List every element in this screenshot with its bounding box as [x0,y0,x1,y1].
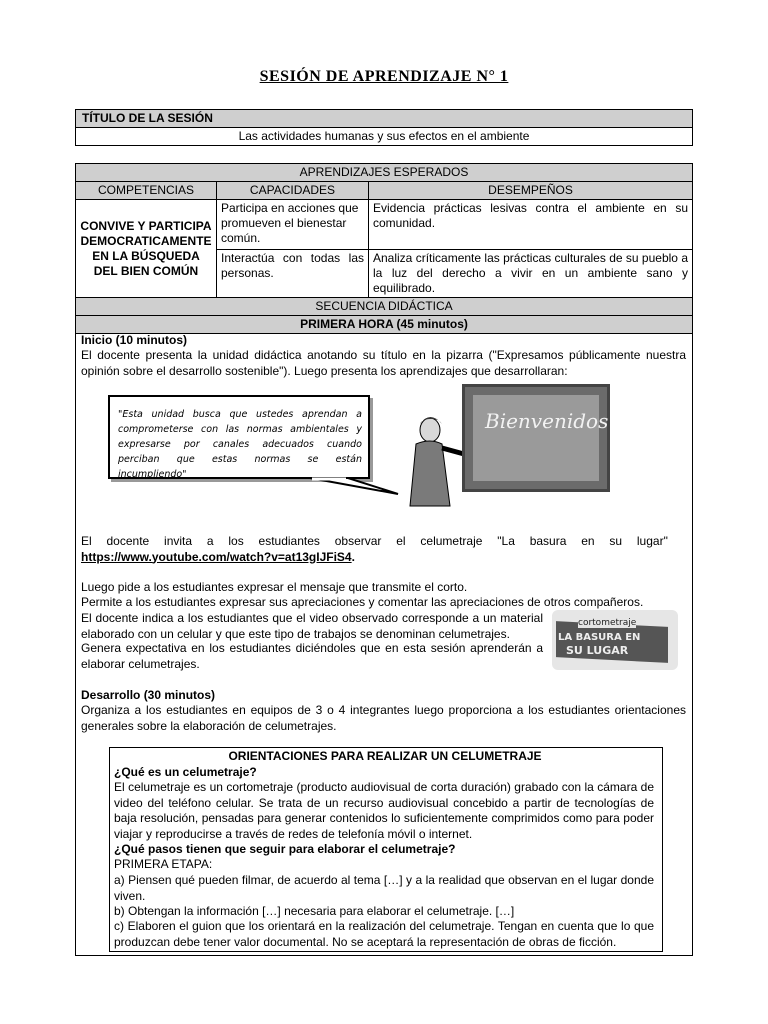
aprendizajes-header: APRENDIZAJES ESPERADOS [76,164,693,182]
video-link[interactable]: https://www.youtube.com/watch?v=at13gIJFiS4 [81,549,352,564]
col-desempenos: DESEMPEÑOS [369,182,693,200]
paragraph-3: El docente indica a los estudiantes que el video observado corresponde a un material elaborado con un celular y que este tipo de trabajos se denominan celumetrajes. [81,611,543,641]
session-title-table [75,109,693,146]
bubble-tail [300,470,410,500]
inicio-title: Inicio (10 minutos) [81,333,188,347]
chalkboard [462,384,610,492]
page-title: SESIÓN DE APRENDIZAJE N° 1 [259,68,509,85]
invita-text [81,534,686,565]
answer-1: El celumetraje es un cortometraje (producto audiovisual de corta duración) grabado con la cámara de video del teléfono celular. Se trata de un recurso audiovisual concebido a partir de tecnologías de baja resolución, pensadas para generar contenidos lo suficientemente comprimidos como para poder viajar y reproducirse a través de redes de telefonía móvil o internet. [114,780,654,841]
desempeno-2: Analiza críticamente las prácticas culturales de su pueblo a la luz del derecho a vivir en un ambiente sano y equilibrado. [369,250,693,298]
col-capacidades: CAPACIDADES [217,182,369,200]
capacidad-1: Participa en acciones que promueven el bienestar común. [217,200,369,250]
thumb-line-1: cortometraje [578,618,637,628]
link-suffix: . [351,549,355,564]
inicio-text: El docente presenta la unidad didáctica anotando su título en la pizarra ("Expresamos públicamente nuestra opinión sobre el desarrollo sostenible"). Luego presenta los aprendizajes que desarrollaran: [81,348,686,378]
orientaciones-title: ORIENTACIONES PARA REALIZAR UN CELUMETRAJE [228,749,542,763]
session-label: TÍTULO DE LA SESIÓN [76,110,693,128]
video-thumbnail[interactable] [552,610,678,670]
paragraph-1: Luego pide a los estudiantes expresar el mensaje que transmite el corto. [81,580,468,594]
desarrollo-text: Organiza a los estudiantes en equipos de 3 o 4 integrantes luego proporciona a los estudiantes orientaciones generales sobre la elaboración de celumetrajes. [81,703,686,733]
desarrollo-title: Desarrollo (30 minutos) [81,688,216,702]
thumb-line-2: LA BASURA EN [558,632,641,643]
question-1: ¿Qué es un celumetraje? [114,765,257,779]
session-value: Las actividades humanas y sus efectos en el ambiente [76,128,693,146]
step-a: a) Piensen qué pueden filmar, de acuerdo al tema […] y a la realidad que observan en el lugar donde viven. [114,873,654,903]
bubble-text: "Esta unidad busca que ustedes aprendan a comprometerse con las normas ambientales y expresarse por canales adecuados cuando perciban que estas normas se están incumpliendo" [118,409,362,480]
desempeno-1: Evidencia prácticas lesivas contra el ambiente en su comunidad. [369,200,693,250]
paragraph-4: Genera expectativa en los estudiantes diciéndoles que en esta sesión aprenderán a elaborar celumetrajes. [81,641,543,671]
thumb-line-3: SU LUGAR [566,644,629,657]
primera-hora-header: PRIMERA HORA (45 minutos) [76,316,693,334]
board-text: Bienvenidos [485,409,609,433]
col-competencias: COMPETENCIAS [76,182,217,200]
aprendizajes-table [75,163,693,298]
question-2: ¿Qué pasos tienen que seguir para elaborar el celumetraje? [114,842,456,856]
paragraph-2: Permite a los estudiantes expresar sus apreciaciones y comentar las apreciaciones de otros compañeros. [81,595,644,609]
speech-bubble [108,395,370,479]
etapa-label: PRIMERA ETAPA: [114,857,213,871]
step-c: c) Elaboren el guion que los orientará en la realización del celumetraje. Tengan en cuenta que lo que produzcan debe tener valor documental. No se aceptará la representación de obras de ficción. [114,919,654,949]
invita-label: El docente invita a los estudiantes observar el celumetraje "La basura en su lugar" [81,534,668,548]
step-b: b) Obtengan la información […] necesaria para elaborar el celumetraje. […] [114,904,515,918]
secuencia-header-table [75,297,693,334]
competencia-cell: CONVIVE Y PARTICIPA DEMOCRATICAMENTE EN LA BÚSQUEDA DEL BIEN COMÚN [76,200,217,298]
secuencia-header: SECUENCIA DIDÁCTICA [76,298,693,316]
capacidad-2: Interactúa con todas las personas. [217,250,369,298]
